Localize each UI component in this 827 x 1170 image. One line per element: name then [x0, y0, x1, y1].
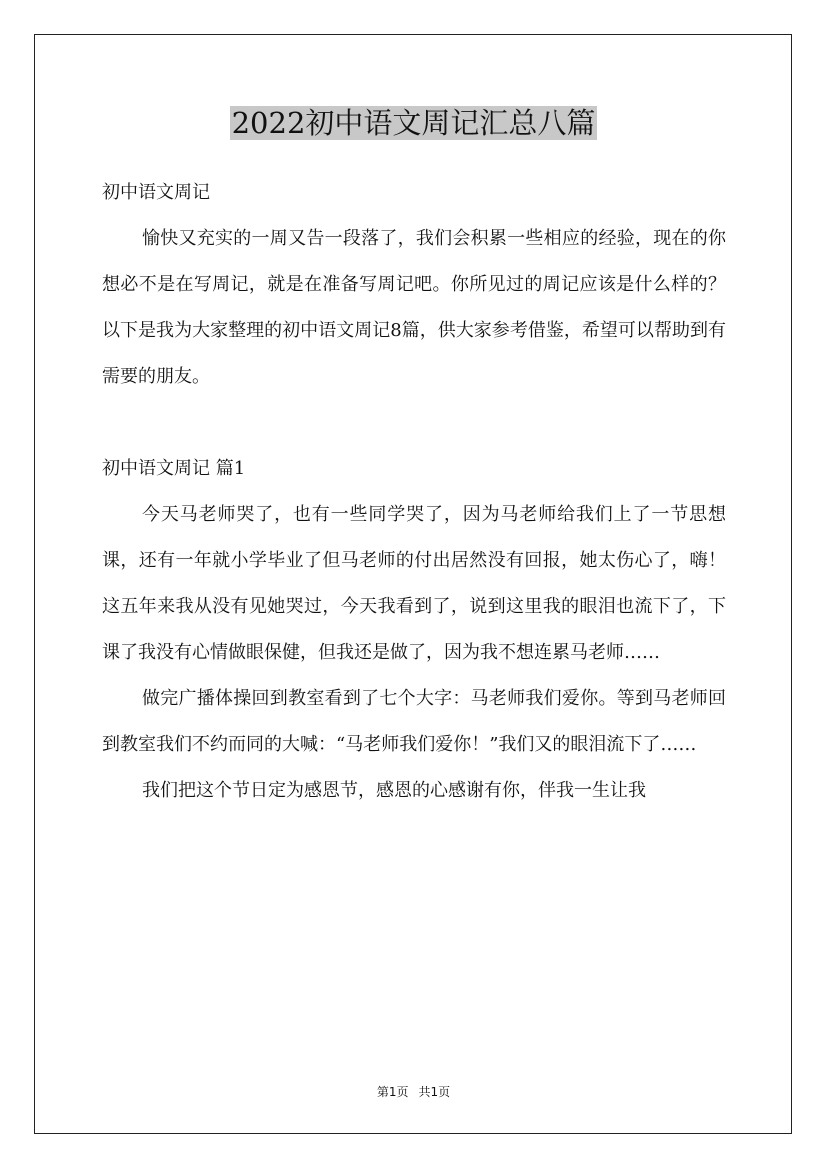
section-1-paragraph: 今天马老师哭了，也有一些同学哭了，因为马老师给我们上了一节思想课，还有一年就小学毕业了但马老师的付出居然没有回报，她太伤心了，嗨！这五年来我从没有见她哭过，今天我看到了，说到这里我的眼泪也流下了，下课了我没有心情做眼保健，但我还是做了，因为我不想连累马老师…… [102, 504, 726, 663]
intro-heading: 初中语文周记 [102, 182, 210, 203]
page-footer [0, 1083, 827, 1101]
total-pages: 共1页 [418, 1085, 451, 1099]
intro-paragraph: 愉快又充实的一周又告一段落了，我们会积累一些相应的经验，现在的你想必不是在写周记，就是在准备写周记吧。你所见过的周记应该是什么样的？以下是我为大家整理的初中语文周记8篇，供大家参考借鉴，希望可以帮助到有需要的朋友。 [102, 228, 726, 387]
page-number: 第1页 [376, 1085, 409, 1099]
section-1-heading: 初中语文周记 篇1 [102, 458, 246, 479]
document-title [0, 102, 827, 144]
section-1-paragraph: 做完广播体操回到教室看到了七个大字：马老师我们爱你。等到马老师回到教室我们不约而同的大喊：“马老师我们爱你！”我们又的眼泪流下了…… [102, 688, 726, 755]
section-spacer [102, 400, 726, 446]
section-1-paragraph: 我们把这个节日定为感恩节，感恩的心感谢有你，伴我一生让我 [142, 780, 646, 801]
document-body [102, 170, 726, 814]
document-title-text: 2022初中语文周记汇总八篇 [231, 106, 596, 140]
